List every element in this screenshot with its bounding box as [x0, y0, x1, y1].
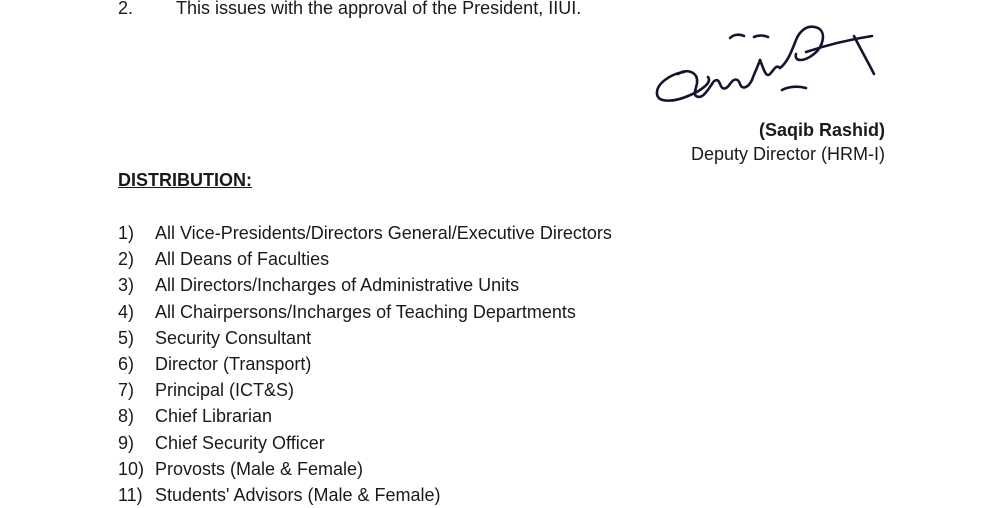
paragraph-number: 2.	[118, 0, 134, 18]
handwritten-signature	[648, 14, 888, 119]
item-number: 6)	[118, 353, 135, 374]
item-text: Principal (ICT&S)	[155, 380, 295, 401]
paragraph-2	[118, 0, 581, 20]
item-number: 9)	[118, 432, 135, 453]
distribution-item	[118, 220, 612, 246]
distribution-list	[118, 220, 612, 508]
item-number: 11)	[118, 484, 143, 505]
distribution-item	[118, 325, 612, 351]
item-text: Students' Advisors (Male & Female)	[155, 484, 441, 505]
distribution-item	[118, 456, 612, 482]
item-number: 3)	[118, 275, 135, 296]
distribution-item	[118, 351, 612, 377]
signatory-name: (Saqib Rashid)	[758, 120, 885, 140]
item-text: All Deans of Faculties	[155, 249, 330, 270]
item-text: Provosts (Male & Female)	[155, 458, 364, 479]
item-number: 1)	[118, 223, 135, 243]
item-number: 7)	[118, 380, 135, 401]
item-number: 8)	[118, 406, 135, 427]
item-number: 2)	[118, 249, 135, 270]
item-text: All Chairpersons/Incharges of Teaching Departments	[155, 301, 576, 322]
item-text: Director (Transport)	[155, 353, 312, 374]
distribution-item	[118, 246, 612, 272]
distribution-item	[118, 299, 612, 325]
item-number: 4)	[118, 301, 135, 322]
paragraph-text: This issues with the approval of the President, IIUI.	[176, 0, 582, 18]
item-text: All Vice-Presidents/Directors General/Executive Directors	[155, 223, 612, 243]
distribution-heading: DISTRIBUTION:	[118, 170, 252, 190]
distribution-item	[118, 377, 612, 403]
signature-block	[691, 118, 885, 166]
item-text: All Directors/Incharges of Administrative Units	[155, 275, 520, 296]
distribution-item	[118, 272, 612, 298]
distribution-item	[118, 403, 612, 429]
distribution-item	[118, 482, 612, 508]
item-number: 10)	[118, 458, 145, 479]
item-number: 5)	[118, 327, 135, 348]
signatory-designation: Deputy Director (HRM-I)	[690, 144, 885, 164]
item-text: Security Consultant	[155, 327, 312, 348]
distribution-item	[118, 430, 612, 456]
item-text: Chief Security Officer	[155, 432, 325, 453]
item-text: Chief Librarian	[155, 406, 273, 427]
